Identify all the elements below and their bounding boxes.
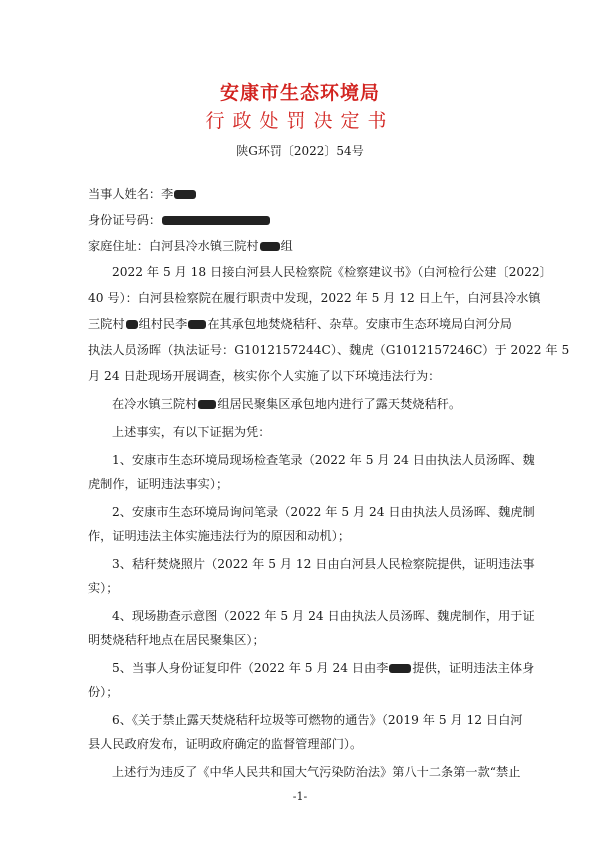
body-line — [88, 316, 528, 332]
evidence-item: 县人民政府发布，证明政府确定的监督管理部门）。 — [88, 737, 363, 751]
evidence-item: 作，证明违法主体实施违法行为的原因和动机）； — [88, 529, 351, 543]
party-address-label: 家庭住址： — [88, 239, 149, 253]
evidence-item: 1、安康市生态环境局现场检查笔录（2022 年 5 月 24 日由执法人员汤晖、魏 — [112, 453, 535, 467]
redaction-mark — [198, 400, 216, 409]
body-line: 上述事实，有以下证据为凭： — [112, 425, 271, 439]
party-id-line — [88, 212, 528, 228]
body-line: 40 号）：白河县检察院在履行职责中发现，2022 年 5 月 12 日上午，白河县冷水镇 — [88, 291, 541, 305]
party-name-value: 李 — [161, 187, 174, 201]
party-address-post: 组 — [280, 239, 293, 253]
redaction-mark — [188, 320, 206, 329]
document-type-title: 行政处罚决定书 — [205, 110, 395, 132]
party-name-line — [88, 186, 528, 202]
party-id-label: 身份证号码： — [88, 213, 162, 227]
evidence-item: 明焚烧秸秆地点在居民聚集区）； — [88, 633, 265, 647]
body-text: 提供，证明违法主体身 — [412, 661, 535, 675]
party-address-pre: 白河县冷水镇三院村 — [148, 239, 259, 253]
redaction-mark — [174, 190, 196, 199]
party-name-label: 当事人姓名： — [88, 187, 162, 201]
evidence-item — [112, 660, 535, 676]
body-text: 在冷水镇三院村 — [112, 397, 198, 411]
evidence-item: 2、安康市生态环境局询问笔录（2022 年 5 月 24 日由执法人员汤晖、魏虎制 — [112, 505, 535, 519]
body-line: 月 24 日赴现场开展调查，核实你个人实施了以下环境违法行为： — [88, 369, 441, 383]
evidence-item: 6、《关于禁止露天焚烧秸秆垃圾等可燃物的通告》（2019 年 5 月 12 日白河 — [112, 713, 523, 727]
body-text: 5、当事人身份证复印件（2022 年 5 月 24 日由李 — [112, 661, 389, 675]
evidence-item: 份）； — [88, 685, 119, 699]
redaction-mark — [126, 320, 138, 329]
page-number: -1- — [292, 790, 308, 803]
evidence-item: 虎制作，证明违法事实）； — [88, 477, 229, 491]
body-text: 在其承包地焚烧秸秆、杂草。安康市生态环境局白河分局 — [207, 317, 512, 331]
agency-title: 安康市生态环境局 — [219, 82, 380, 104]
body-line: 2022 年 5 月 18 日接白河县人民检察院《检察建议书》（白河检行公建〔2022〕 — [112, 265, 552, 279]
evidence-item: 3、秸秆焚烧照片（2022 年 5 月 12 日由白河县人民检察院提供，证明违法事 — [112, 557, 535, 571]
body-text: 三院村 — [88, 317, 125, 331]
redaction-mark — [260, 242, 280, 251]
body-line: 上述行为违反了《中华人民共和国大气污染防治法》第八十二条第一款“禁止 — [112, 765, 521, 779]
body-line: 执法人员汤晖（执法证号：G1012157244C）、魏虎（G1012157246C）于 2022 年 5 — [88, 343, 570, 357]
redaction-mark — [389, 664, 411, 673]
evidence-item: 实）； — [88, 581, 119, 595]
body-text: 组居民聚集区承包地内进行了露天焚烧秸秆。 — [217, 397, 462, 411]
document-number: 陕G环罚〔2022〕54号 — [236, 144, 364, 158]
redaction-mark — [162, 216, 270, 225]
party-address-line — [88, 238, 528, 254]
body-text: 组村民李 — [138, 317, 188, 331]
body-line — [112, 396, 528, 412]
evidence-item: 4、现场勘查示意图（2022 年 5 月 24 日由执法人员汤晖、魏虎制作，用于证 — [112, 609, 535, 623]
